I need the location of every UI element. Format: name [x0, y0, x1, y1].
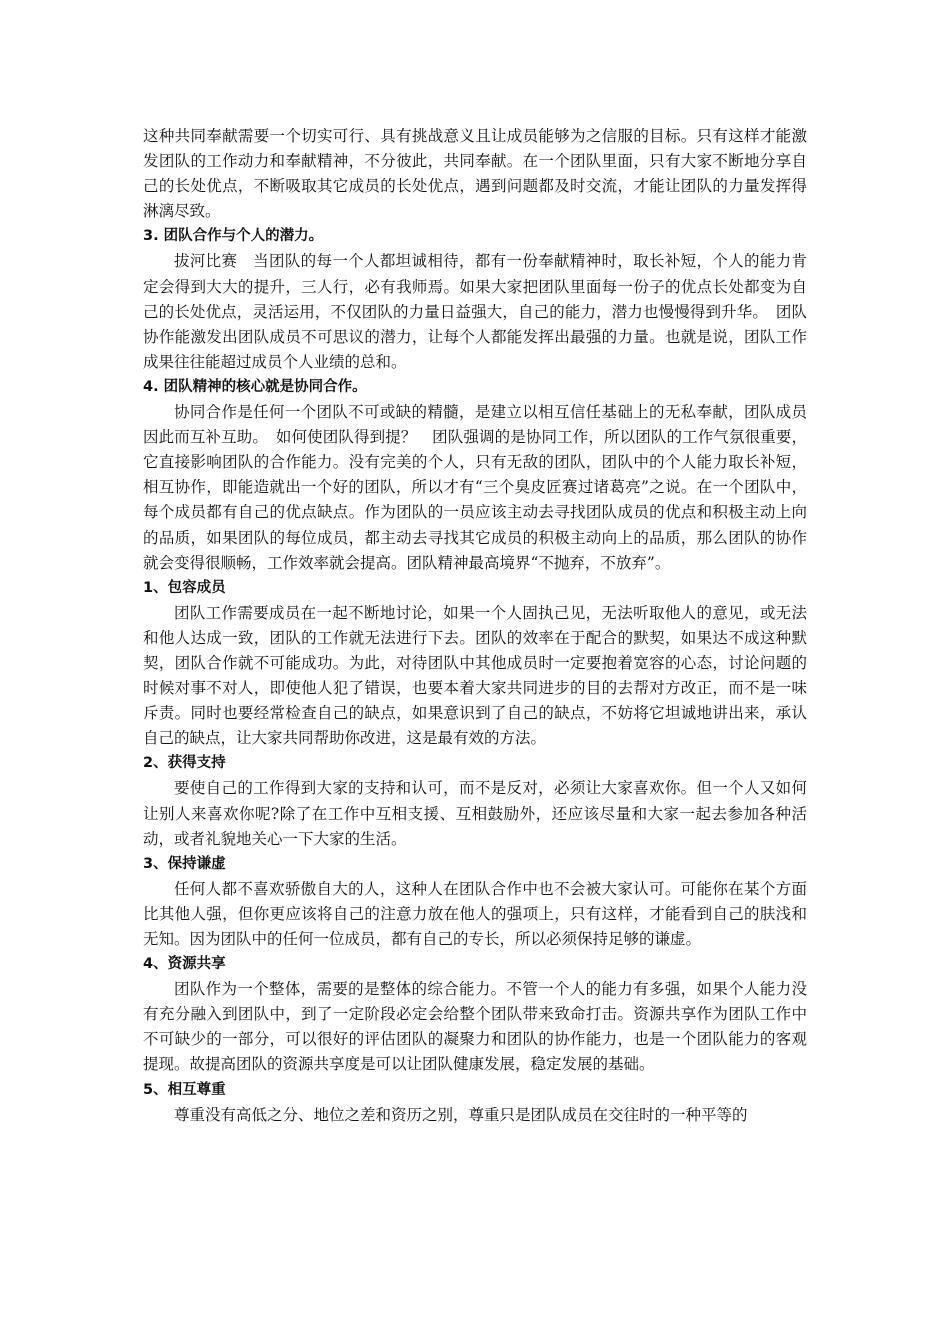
document-page	[143, 124, 807, 1128]
item-3-body: 任何人都不喜欢骄傲自大的人，这种人在团队合作中也不会被大家认可。可能你在某个方面比其他人强，但你更应该将自己的注意力放在他人的强项上，只有这样，才能看到自己的肤浅和无知。因为团队中的任何一位成员，都有自己的专长，所以必须保持足够的谦虚。	[143, 879, 807, 948]
section-4-body: 协同合作是任何一个团队不可或缺的精髓，是建立以相互信任基础上的无私奉献，团队成员因此而互补互助。 如何使团队得到提？ 团队强调的是协同工作，所以团队的工作气氛很重要，它直接影响团队的合作能力。没有完美的个人，只有无敌的团队，团队中的个人能力取长补短，相互协作，即能造就出一个好的团队，所以才有“三个臭皮匠赛过诸葛亮”之说。在一个团队中，每个成员都有自己的优点缺点。作为团队的一员应该主动去寻找团队成员的优点和积极主动上向的品质，如果团队的每位成员，都主动去寻找其它成员的积极主动向上的品质，那么团队的协作就会变得很顺畅，工作效率就会提高。团队精神最高境界“不抛弃，不放弃”。	[143, 403, 807, 572]
item-1-heading: 1、包容成员	[143, 579, 226, 596]
intro-paragraph: 这种共同奉献需要一个切实可行、具有挑战意义且让成员能够为之信服的目标。只有这样才能激发团队的工作动力和奉献精神，不分彼此，共同奉献。在一个团队里面，只有大家不断地分享自己的长处优点，不断吸取其它成员的长处优点，遇到问题都及时交流，才能让团队的力量发挥得淋漓尽致。	[143, 127, 807, 221]
section-3-body: 拔河比赛 当团队的每一个人都坦诚相待，都有一份奉献精神时，取长补短，个人的能力肯定会得到大大的提升，三人行，必有我师焉。如果大家把团队里面每一份子的优点长处都变为自己的长处优点，灵活运用，不仅团队的力量日益强大，自己的能力，潜力也慢慢得到升华。 团队协作能激发出团队成员不可思议的潜力，让每个人都能发挥出最强的力量。也就是说，团队工作成果往往能超过成员个人业绩的总和。	[143, 252, 807, 371]
item-3-heading: 3、保持谦虚	[143, 855, 226, 872]
item-4-heading: 4、资源共享	[143, 956, 226, 973]
item-4-body: 团队作为一个整体，需要的是整体的综合能力。不管一个人的能力有多强，如果个人能力没有充分融入到团队中，到了一定阶段必定会给整个团队带来致命打击。资源共享作为团队工作中不可缺少的一部分，可以很好的评估团队的凝聚力和团队的协作能力，也是一个团队能力的客观提现。故提高团队的资源共享度是可以让团队健康发展，稳定发展的基础。	[143, 980, 807, 1074]
section-3-heading: 3. 团队合作与个人的潜力。	[143, 228, 324, 245]
item-2-heading: 2、获得支持	[143, 755, 226, 772]
item-1-body: 团队工作需要成员在一起不断地讨论，如果一个人固执己见，无法听取他人的意见，或无法和他人达成一致，团队的工作就无法进行下去。团队的效率在于配合的默契，如果达不成这种默契，团队合作就不可能成功。为此，对待团队中其他成员时一定要抱着宽容的心态，讨论问题的时候对事不对人，即使他人犯了错误，也要本着大家共同进步的目的去帮对方改正，而不是一味斥责。同时也要经常检查自己的缺点，如果意识到了自己的缺点，不妨将它坦诚地讲出来，承认自己的缺点，让大家共同帮助你改进，这是最有效的方法。	[143, 603, 807, 748]
item-5-body: 尊重没有高低之分、地位之差和资历之别，尊重只是团队成员在交往时的一种平等的	[174, 1105, 748, 1124]
item-2-body: 要使自己的工作得到大家的支持和认可，而不是反对，必须让大家喜欢你。但一个人又如何让别人来喜欢你呢?除了在工作中互相支援、互相鼓励外，还应该尽量和大家一起去参加各种活动，或者礼貌地关心一下大家的生活。	[143, 779, 807, 848]
section-4-heading: 4. 团队精神的核心就是协同合作。	[143, 378, 367, 395]
item-5-heading: 5、相互尊重	[143, 1081, 226, 1098]
